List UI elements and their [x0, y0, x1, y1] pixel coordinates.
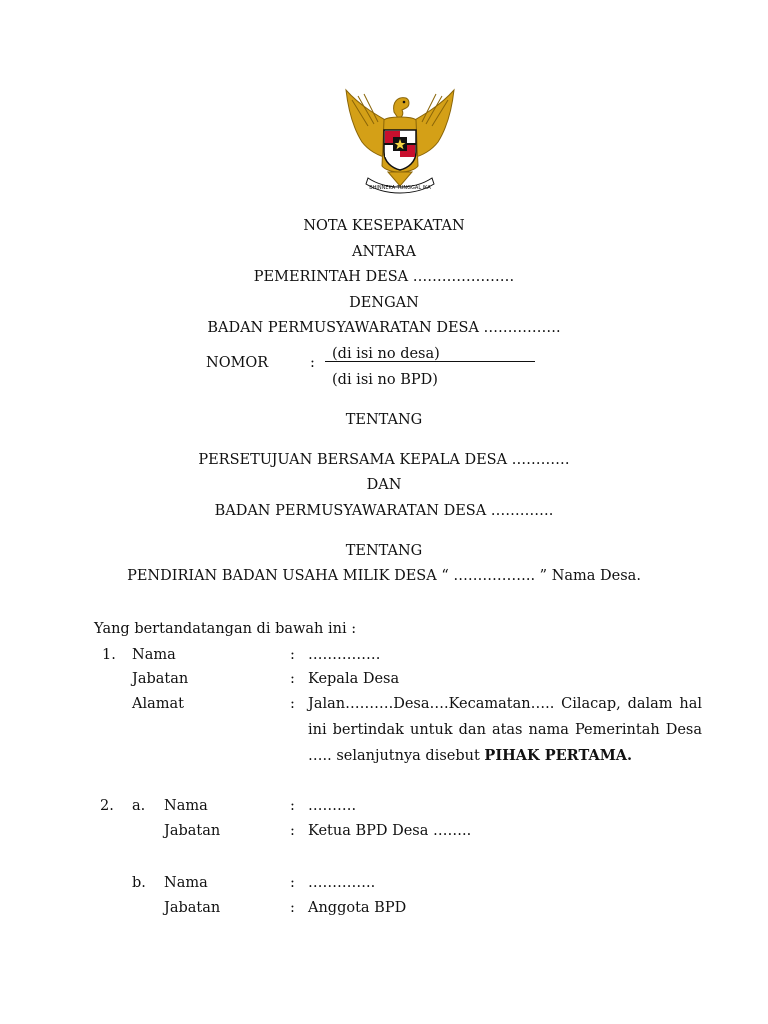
party1-address-label: Alamat	[132, 696, 184, 712]
fraction-line	[325, 361, 535, 362]
nomor-label: NOMOR	[206, 355, 269, 371]
heading-pemerintah-desa: PEMERINTAH DESA …………………	[253, 269, 515, 285]
party2b-position-colon: :	[290, 900, 295, 916]
party2-number: 2.	[100, 798, 114, 814]
party1-address-text: Jalan……….Desa….Kecamatan….. Cilacap, dalam hal ini bertindak untuk dan atas nama Pemerintah Desa ….. selanjutnya disebut	[308, 696, 702, 764]
heading-pendirian: PENDIRIAN BADAN USAHA MILIK DESA “ …………….. ” Nama Desa.	[127, 568, 641, 584]
party2b-name-label: Nama	[164, 875, 208, 891]
party1-position-label: Jabatan	[132, 671, 189, 687]
heading-dan: DAN	[366, 477, 402, 493]
party1-number: 1.	[102, 647, 116, 663]
garuda-emblem-icon	[338, 86, 462, 198]
party1-name-colon: :	[290, 647, 295, 663]
svg-text:BHINNEKA TUNGGAL IKA: BHINNEKA TUNGGAL IKA	[369, 185, 431, 191]
party1-position-colon: :	[290, 671, 295, 687]
party2a-name-colon: :	[290, 798, 295, 814]
party2b-position-label: Jabatan	[164, 900, 221, 916]
pihak-pertama: PIHAK PERTAMA.	[484, 747, 633, 764]
intro-text: Yang bertandatangan di bawah ini :	[94, 621, 357, 637]
heading-tentang-2: TENTANG	[345, 543, 423, 559]
doc-title: NOTA KESEPAKATAN	[303, 218, 465, 234]
party1-address-colon: :	[290, 696, 295, 712]
heading-persetujuan: PERSETUJUAN BERSAMA KEPALA DESA …………	[198, 452, 570, 468]
party2b-name-colon: :	[290, 875, 295, 891]
party2a-name-label: Nama	[164, 798, 208, 814]
party2b-position-value: Anggota BPD	[308, 900, 407, 916]
party2b-name-value: …………..	[308, 875, 376, 891]
party1-name-label: Nama	[132, 647, 176, 663]
party2b-letter: b.	[132, 875, 146, 891]
party2a-name-value: ……….	[308, 798, 357, 814]
party1-name-value: ……………	[308, 647, 381, 663]
party1-address-paragraph	[308, 691, 702, 769]
party2a-position-value: Ketua BPD Desa ……..	[308, 823, 472, 839]
party2a-letter: a.	[132, 798, 146, 814]
heading-tentang-1: TENTANG	[345, 412, 423, 428]
nomor-colon: :	[310, 355, 315, 371]
party2a-position-label: Jabatan	[164, 823, 221, 839]
nomor-desa: (di isi no desa)	[332, 346, 440, 362]
heading-bpd-2: BADAN PERMUSYAWARATAN DESA ………….	[214, 503, 554, 519]
heading-antara: ANTARA	[352, 244, 416, 260]
nomor-bpd: (di isi no BPD)	[332, 372, 438, 388]
heading-dengan: DENGAN	[349, 295, 419, 311]
party1-position-value: Kepala Desa	[308, 671, 400, 687]
heading-bpd: BADAN PERMUSYAWARATAN DESA …………….	[207, 320, 561, 336]
party2a-position-colon: :	[290, 823, 295, 839]
